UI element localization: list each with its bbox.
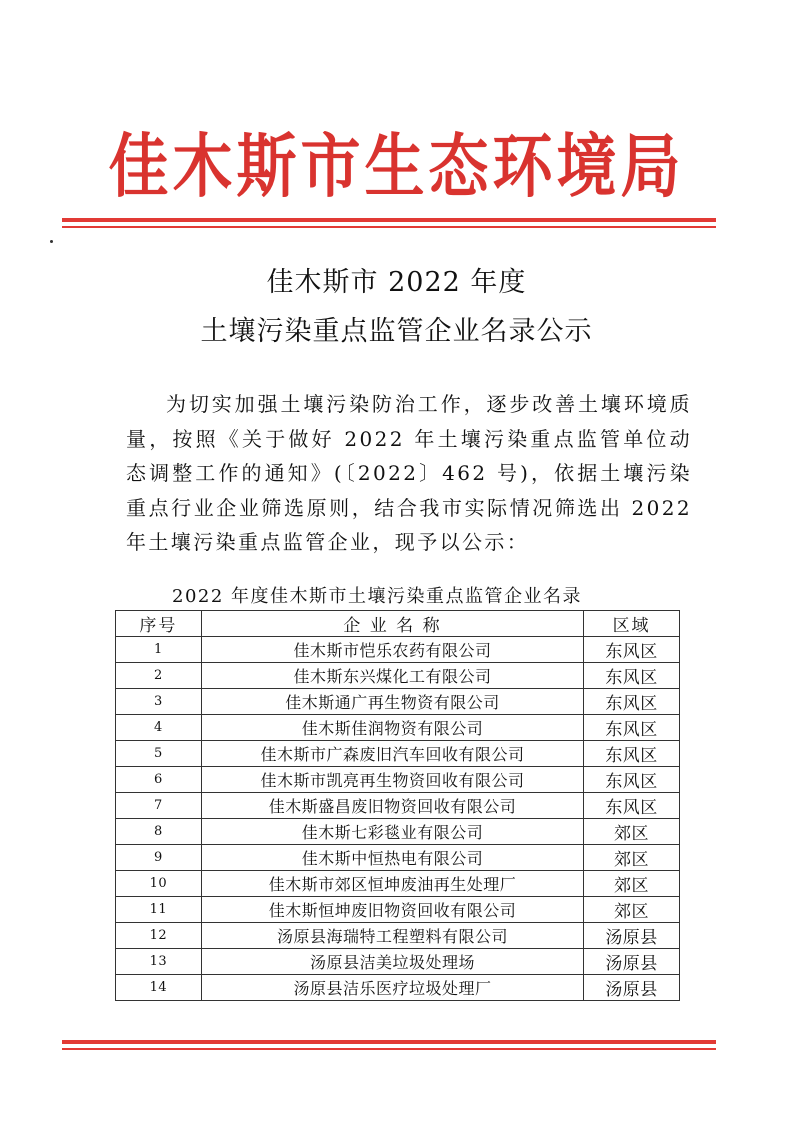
row-region: 汤原县 xyxy=(584,923,680,949)
table-row xyxy=(116,793,680,819)
table-row xyxy=(116,819,680,845)
footer-red-rule-thin xyxy=(62,1048,716,1050)
header-red-rule-thick xyxy=(62,218,716,222)
row-company-name: 汤原县海瑞特工程塑料有限公司 xyxy=(201,923,583,949)
table-row xyxy=(116,767,680,793)
row-company-name: 佳木斯通广再生物资有限公司 xyxy=(201,689,583,715)
document-title-line2: 土壤污染重点监管企业名录公示 xyxy=(200,316,593,347)
table-row xyxy=(116,871,680,897)
row-company-name: 佳木斯佳润物资有限公司 xyxy=(201,715,583,741)
row-region: 东风区 xyxy=(584,689,680,715)
table-row xyxy=(116,637,680,663)
row-index: 11 xyxy=(116,897,202,923)
row-company-name: 汤原县洁乐医疗垃圾处理厂 xyxy=(201,975,583,1001)
row-region: 郊区 xyxy=(584,897,680,923)
row-index: 6 xyxy=(116,767,202,793)
row-region: 东风区 xyxy=(584,767,680,793)
row-region: 东风区 xyxy=(584,663,680,689)
row-company-name: 汤原县洁美垃圾处理场 xyxy=(201,949,583,975)
row-index: 2 xyxy=(116,663,202,689)
header-region: 区域 xyxy=(584,611,680,637)
row-region: 东风区 xyxy=(584,715,680,741)
row-index: 9 xyxy=(116,845,202,871)
row-company-name: 佳木斯市凯亮再生物资回收有限公司 xyxy=(201,767,583,793)
table-row xyxy=(116,663,680,689)
table-header-row xyxy=(116,611,680,637)
row-company-name: 佳木斯市郊区恒坤废油再生处理厂 xyxy=(201,871,583,897)
table-row xyxy=(116,845,680,871)
table-row xyxy=(116,741,680,767)
scan-speck xyxy=(50,240,53,243)
header-red-rule-thin xyxy=(62,226,716,228)
row-region: 东风区 xyxy=(584,637,680,663)
row-index: 13 xyxy=(116,949,202,975)
row-region: 东风区 xyxy=(584,793,680,819)
row-index: 1 xyxy=(116,637,202,663)
row-company-name: 佳木斯市广森废旧汽车回收有限公司 xyxy=(201,741,583,767)
row-company-name: 佳木斯东兴煤化工有限公司 xyxy=(201,663,583,689)
row-company-name: 佳木斯中恒热电有限公司 xyxy=(201,845,583,871)
header-index: 序号 xyxy=(116,611,202,637)
row-index: 14 xyxy=(116,975,202,1001)
row-region: 郊区 xyxy=(584,819,680,845)
row-company-name: 佳木斯市恺乐农药有限公司 xyxy=(201,637,583,663)
table-row xyxy=(116,949,680,975)
table-row xyxy=(116,897,680,923)
row-region: 东风区 xyxy=(584,741,680,767)
row-region: 郊区 xyxy=(584,871,680,897)
row-index: 4 xyxy=(116,715,202,741)
table-row xyxy=(116,715,680,741)
row-region: 汤原县 xyxy=(584,975,680,1001)
row-index: 12 xyxy=(116,923,202,949)
row-index: 10 xyxy=(116,871,202,897)
footer-red-rule-thick xyxy=(62,1040,716,1044)
document-title-line1: 佳木斯市 2022 年度 xyxy=(266,267,527,298)
row-company-name: 佳木斯恒坤废旧物资回收有限公司 xyxy=(201,897,583,923)
table-caption: 2022 年度佳木斯市土壤污染重点监管企业名录 xyxy=(172,586,583,607)
table-row xyxy=(116,975,680,1001)
row-region: 郊区 xyxy=(584,845,680,871)
body-paragraph: 为切实加强土壤污染防治工作，逐步改善土壤环境质量，按照《关于做好 2022 年土壤污染重点监管单位动态调整工作的通知》(〔2022〕462 号)，依据土壤污染重点行业企业筛选原则，结合我市实际情况筛选出 2022 年土壤污染重点监管企业，现予以公示： xyxy=(126,392,692,554)
row-company-name: 佳木斯盛昌废旧物资回收有限公司 xyxy=(201,793,583,819)
row-index: 7 xyxy=(116,793,202,819)
row-index: 3 xyxy=(116,689,202,715)
row-index: 5 xyxy=(116,741,202,767)
row-index: 8 xyxy=(116,819,202,845)
letterhead-title: 佳木斯市生态环境局 xyxy=(108,126,685,208)
row-region: 汤原县 xyxy=(584,949,680,975)
table-row xyxy=(116,689,680,715)
enterprise-table xyxy=(115,610,680,1001)
header-company-name: 企 业 名 称 xyxy=(201,611,583,637)
table-row xyxy=(116,923,680,949)
row-company-name: 佳木斯七彩毯业有限公司 xyxy=(201,819,583,845)
